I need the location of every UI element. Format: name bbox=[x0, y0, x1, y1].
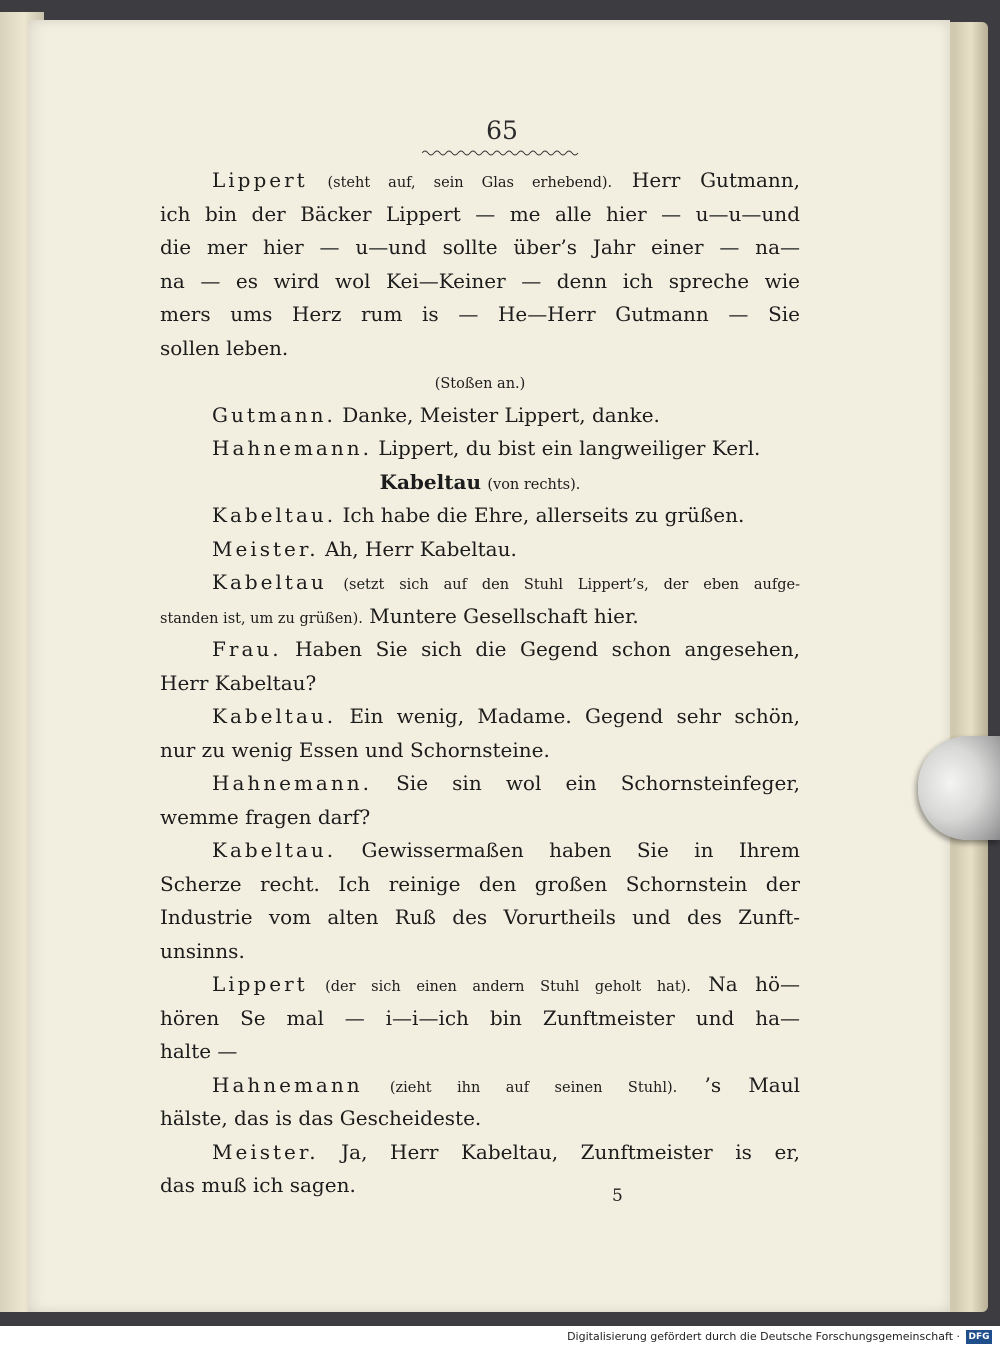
dialogue: mers ums Herz rum is — He—Herr Gutmann — Sie bbox=[160, 302, 800, 326]
stage-direction: (steht auf, sein Glas erhebend). bbox=[327, 175, 613, 191]
stage-direction: (von rechts). bbox=[487, 476, 581, 493]
dialogue: nur zu wenig Essen und Schornsteine. bbox=[160, 737, 550, 762]
speaker-name: Frau. bbox=[212, 637, 282, 661]
dialogue: Ah, Herr Kabeltau. bbox=[324, 536, 517, 561]
text-line bbox=[160, 164, 800, 198]
text-line bbox=[160, 868, 800, 902]
stage-direction: standen ist, um zu grüßen). bbox=[160, 610, 363, 627]
dialogue: Sie sin wol ein Schornsteinfeger, bbox=[396, 771, 800, 795]
signature-mark: 5 bbox=[612, 1186, 623, 1206]
text-line bbox=[160, 533, 800, 567]
footer-credit: Digitalisierung gefördert durch die Deutsche Forschungsgemeinschaft · bbox=[567, 1330, 960, 1343]
text-line bbox=[160, 265, 800, 299]
text-line bbox=[160, 499, 800, 533]
text-line bbox=[160, 198, 800, 232]
stage-direction: (der sich einen andern Stuhl geholt hat). bbox=[325, 979, 691, 995]
text-line bbox=[160, 633, 800, 667]
dialogue: das muß ich sagen. bbox=[160, 1173, 356, 1197]
text-line bbox=[160, 399, 800, 433]
dialogue: hälste, das is das Gescheideste. bbox=[160, 1106, 482, 1130]
dialogue: Industrie vom alten Ruß des Vorurtheils und des Zunft- bbox=[160, 905, 800, 929]
dialogue: na — es wird wol Kei—Keiner — denn ich spreche wie bbox=[160, 268, 800, 293]
dialogue: Gewissermaßen haben Sie in Ihrem bbox=[361, 838, 800, 862]
speaker-name: Hahnemann. bbox=[212, 436, 372, 460]
dialogue: sollen leben. bbox=[160, 335, 289, 360]
text-line bbox=[160, 700, 800, 734]
text-line bbox=[160, 1102, 800, 1136]
text-line bbox=[160, 935, 800, 969]
text-line bbox=[160, 834, 800, 868]
speaker-name: Gutmann. bbox=[212, 402, 336, 427]
dialogue: wemme fragen darf? bbox=[160, 804, 371, 829]
dialogue: ich bin der Bäcker Lippert — me alle hier — u—u—und bbox=[160, 201, 800, 226]
speaker-name: Meister. bbox=[212, 1139, 319, 1164]
text-line bbox=[160, 767, 800, 801]
speaker-name: Hahnemann. bbox=[212, 771, 372, 795]
speaker-name: Meister. bbox=[212, 536, 319, 561]
play-text bbox=[160, 164, 800, 1203]
text-line bbox=[160, 1069, 800, 1103]
dialogue: ’s Maul bbox=[704, 1072, 800, 1097]
text-line bbox=[160, 1169, 800, 1203]
dialogue: Ich habe die Ehre, allerseits zu grüßen. bbox=[342, 503, 745, 527]
text-line bbox=[160, 231, 800, 265]
dialogue: Muntere Gesellschaft hier. bbox=[369, 603, 639, 628]
text-line bbox=[160, 566, 800, 600]
dialogue: Herr Kabeltau? bbox=[160, 670, 317, 695]
wavy-rule-ornament bbox=[422, 148, 580, 158]
text-line bbox=[160, 332, 800, 366]
speaker-name: Kabeltau. bbox=[212, 838, 337, 862]
dialogue: Na hö— bbox=[708, 972, 800, 996]
text-line bbox=[160, 801, 800, 835]
dialogue: Haben Sie sich die Gegend schon angesehen, bbox=[295, 637, 800, 661]
speaker-name: Kabeltau. bbox=[212, 704, 337, 728]
text-line bbox=[160, 1002, 800, 1036]
dialogue: Lippert, du bist ein langweiliger Kerl. bbox=[378, 436, 761, 460]
speaker-name: Lippert bbox=[212, 972, 308, 996]
text-line bbox=[160, 600, 800, 634]
dialogue: Scherze recht. Ich reinige den großen Schornstein der bbox=[160, 871, 800, 896]
entrance-heading bbox=[160, 466, 800, 500]
speaker-name: Kabeltau bbox=[212, 570, 327, 594]
dialogue: Herr Gutmann, bbox=[631, 168, 800, 192]
text-line bbox=[160, 667, 800, 701]
text-line bbox=[160, 901, 800, 935]
text-line bbox=[160, 734, 800, 768]
page-number: 65 bbox=[486, 116, 518, 145]
text-line bbox=[160, 432, 800, 466]
text-line bbox=[160, 968, 800, 1002]
text-line bbox=[160, 365, 800, 399]
speaker-name: Lippert bbox=[212, 168, 308, 192]
dialogue: Danke, Meister Lippert, danke. bbox=[342, 402, 660, 427]
dialogue: die mer hier — u—und sollte über’s Jahr einer — na— bbox=[160, 235, 800, 259]
entrance-name: Kabeltau bbox=[379, 469, 481, 494]
dialogue: unsinns. bbox=[160, 938, 245, 963]
text-line bbox=[160, 1136, 800, 1170]
funding-footer bbox=[0, 1326, 1000, 1349]
dfg-logo-icon: DFG bbox=[966, 1330, 992, 1344]
speaker-name: Hahnemann bbox=[212, 1072, 363, 1097]
dialogue: halte — bbox=[160, 1039, 238, 1063]
dialogue: hören Se mal — i—i—ich bin Zunftmeister und ha— bbox=[160, 1005, 800, 1030]
text-line bbox=[160, 1035, 800, 1069]
dialogue: Ja, Herr Kabeltau, Zunftmeister is er, bbox=[341, 1139, 800, 1164]
text-line bbox=[160, 298, 800, 332]
stage-direction: (Stoßen an.) bbox=[434, 376, 526, 392]
stage-direction: (setzt sich auf den Stuhl Lippert’s, der eben aufge- bbox=[343, 577, 800, 593]
stage-direction: (zieht ihn auf seinen Stuhl). bbox=[389, 1079, 678, 1096]
speaker-name: Kabeltau. bbox=[212, 503, 337, 527]
dialogue: Ein wenig, Madame. Gegend sehr schön, bbox=[349, 704, 800, 728]
